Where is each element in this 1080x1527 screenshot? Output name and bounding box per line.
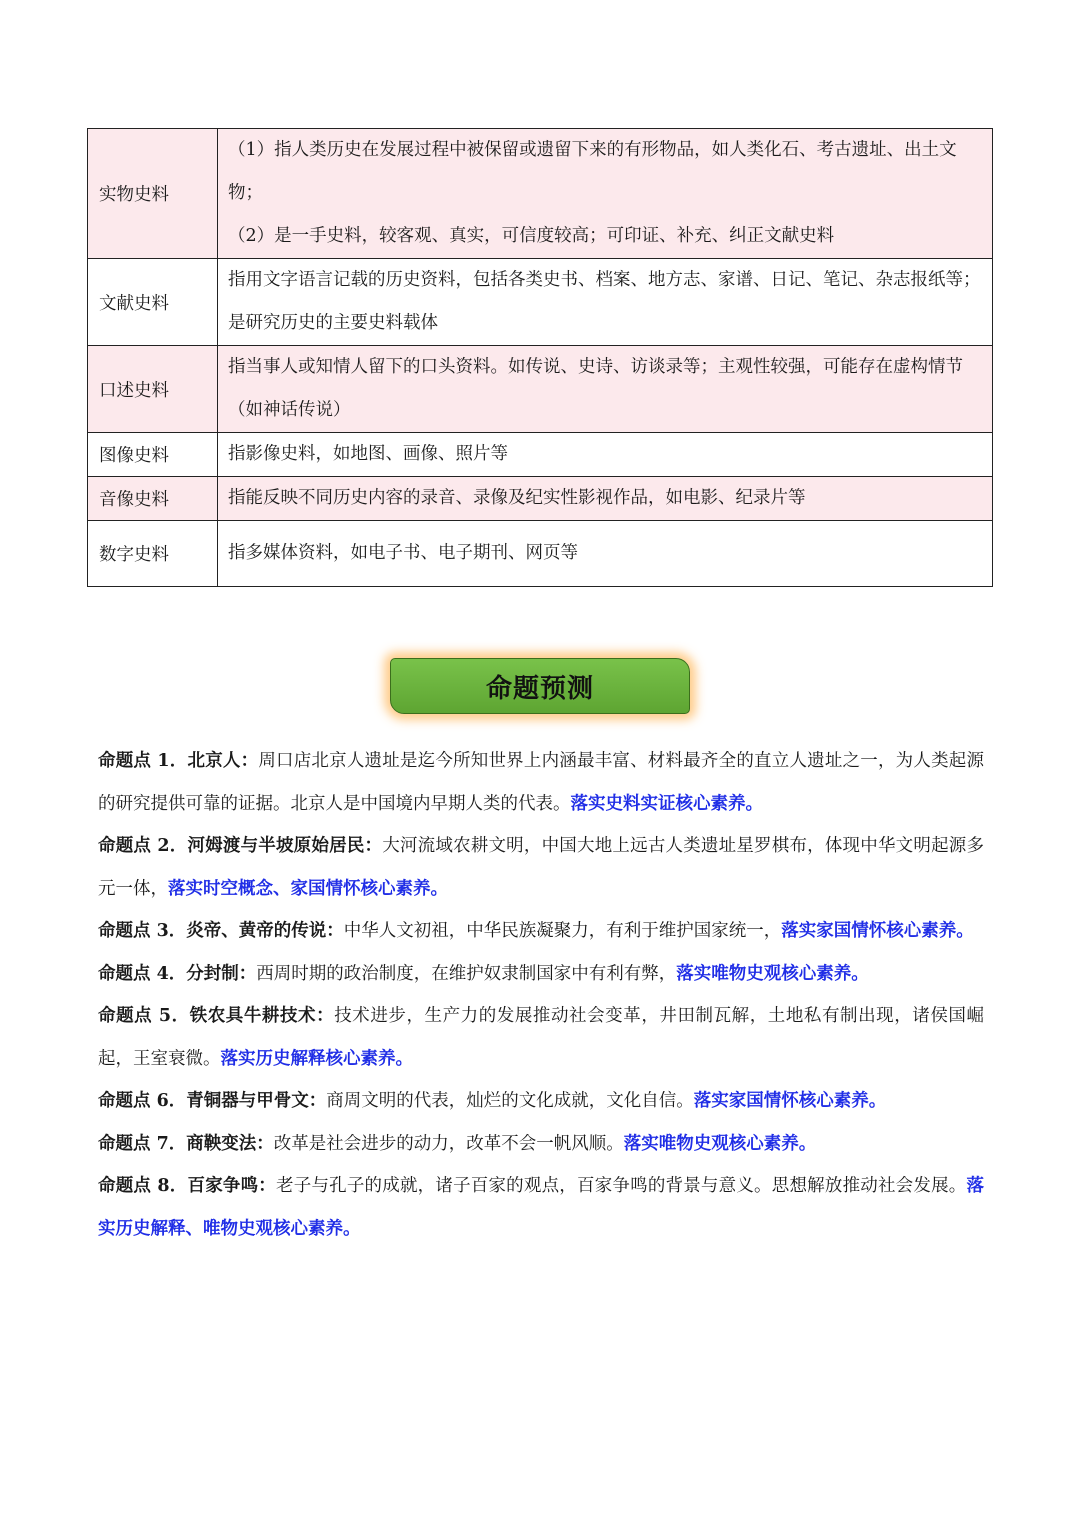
table-row: [88, 521, 993, 587]
source-type-name: 音像史料: [88, 477, 218, 521]
section-title: 命题预测: [485, 673, 594, 704]
historical-sources-table: [87, 128, 993, 587]
description-line: 指能反映不同历史内容的录音、录像及纪实性影视作品，如电影、纪录片等: [228, 488, 806, 508]
point-text: 老子与孔子的成就，诸子百家的观点，百家争鸣的背景与意义。思想解放推动社会发展。: [276, 1176, 967, 1196]
point-goal: 落实历史解释、唯物史观核心素养。: [98, 1176, 984, 1239]
point-text: 改革是社会进步的动力，改革不会一帆风顺。: [273, 1133, 624, 1154]
list-item: [98, 1080, 984, 1123]
point-goal: 落实家国情怀核心素养。: [693, 1091, 887, 1111]
point-text: 周口店北京人遗址是迄今所知世界上内涵最丰富、材料最齐全的直立人遗址之一，为人类起源的研究提供可靠的证据。北京人是中国境内早期人类的代表。: [98, 751, 984, 814]
point-goal: 落实家国情怀核心素养。: [781, 921, 974, 941]
point-text: 中华人文初祖，中华民族凝聚力，有利于维护国家统一，: [343, 921, 782, 941]
list-item: [98, 825, 984, 910]
point-goal: 落实唯物史观核心素养。: [676, 963, 869, 984]
source-type-description: [218, 433, 993, 477]
point-text: 技术进步，生产力的发展推动社会变革，井田制瓦解，土地私有制出现，诸侯国崛起，王室衰微。: [98, 1006, 984, 1069]
point-text: 西周时期的政治制度，在维护奴隶制国家中有利有弊，: [256, 963, 677, 984]
description-line: （2）是一手史料，较客观、真实，可信度较高；可印证、补充、纠正文献史料: [228, 226, 835, 246]
list-item: [98, 953, 984, 996]
section-banner: [380, 650, 698, 720]
source-type-name: 口述史料: [88, 346, 218, 433]
description-line: 指影像史料，如地图、画像、照片等: [228, 444, 508, 464]
section-banner-box: [390, 658, 690, 714]
point-label: 命题点 4．分封制：: [98, 963, 257, 984]
prediction-points-list: [98, 740, 984, 1250]
source-type-description: [218, 521, 993, 587]
source-type-description: [218, 259, 993, 346]
table-row: [88, 477, 993, 521]
list-item: [98, 740, 984, 825]
description-line: 指当事人或知情人留下的口头资料。如传说、史诗、访谈录等；主观性较强，可能存在虚构情节（如神话传说）: [228, 357, 963, 420]
point-label: 命题点 6．青铜器与甲骨文：: [98, 1091, 327, 1111]
source-type-name: 实物史料: [88, 129, 218, 259]
point-label: 命题点 5．铁农具牛耕技术：: [98, 1006, 335, 1026]
point-goal: 落实唯物史观核心素养。: [623, 1133, 817, 1154]
source-type-name: 文献史料: [88, 259, 218, 346]
list-item: [98, 910, 984, 953]
list-item: [98, 1123, 984, 1166]
list-item: [98, 995, 984, 1080]
point-label: 命题点 8．百家争鸣：: [98, 1176, 277, 1196]
description-line: （1）指人类历史在发展过程中被保留或遗留下来的有形物品，如人类化石、考古遗址、出土文物；: [228, 140, 957, 203]
list-item: [98, 1165, 984, 1250]
source-type-description: [218, 129, 993, 259]
point-label: 命题点 1．北京人：: [98, 751, 259, 771]
source-type-name: 图像史料: [88, 433, 218, 477]
description-line: 指用文字语言记载的历史资料，包括各类史书、档案、地方志、家谱、日记、笔记、杂志报纸等；是研究历史的主要史料载体: [228, 270, 981, 333]
point-goal: 落实历史解释核心素养。: [220, 1048, 413, 1069]
source-type-name: 数字史料: [88, 521, 218, 587]
source-type-description: [218, 346, 993, 433]
point-text: 商周文明的代表，灿烂的文化成就，文化自信。: [326, 1091, 694, 1111]
point-label: 命题点 7．商鞅变法：: [98, 1133, 274, 1154]
point-label: 命题点 2．河姆渡与半坡原始居民：: [98, 836, 383, 856]
source-type-description: [218, 477, 993, 521]
table-row: [88, 346, 993, 433]
table-row: [88, 433, 993, 477]
description-line: 指多媒体资料，如电子书、电子期刊、网页等: [228, 543, 578, 563]
point-text: 大河流域农耕文明，中国大地上远古人类遗址星罗棋布，体现中华文明起源多元一体，: [98, 836, 984, 899]
point-goal: 落实时空概念、家国情怀核心素养。: [168, 878, 448, 899]
point-goal: 落实史料实证核心素养。: [570, 793, 763, 814]
table-row: [88, 259, 993, 346]
point-label: 命题点 3．炎帝、黄帝的传说：: [98, 921, 344, 941]
table-row: [88, 129, 993, 259]
